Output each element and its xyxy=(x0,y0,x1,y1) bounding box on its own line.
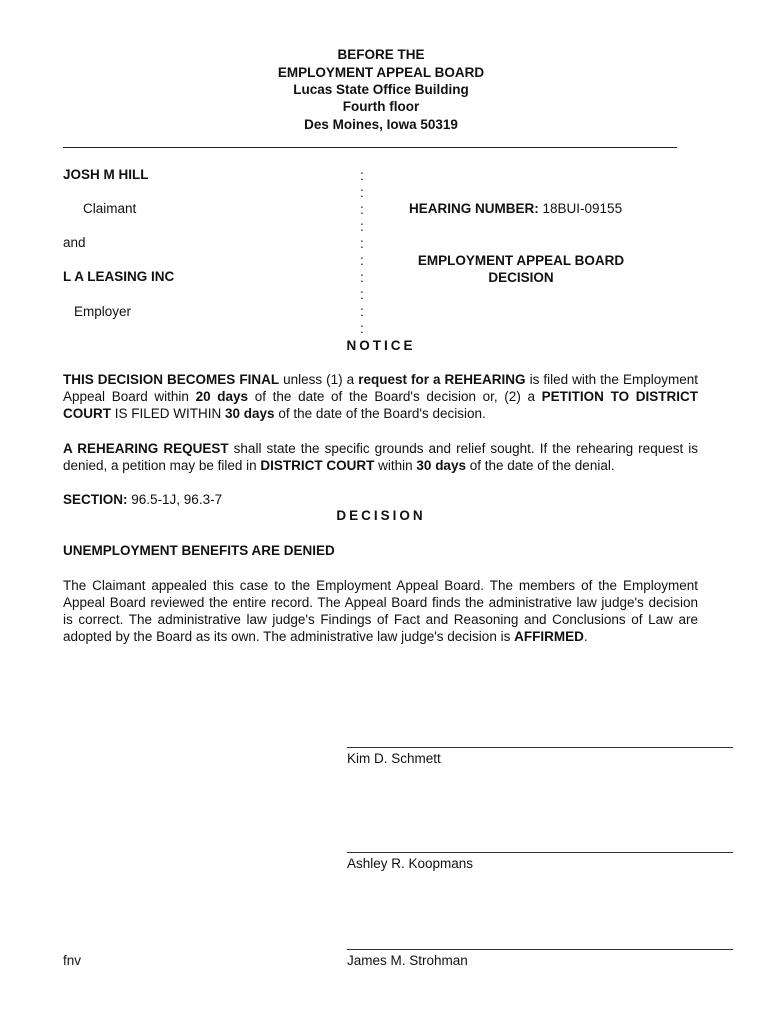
header-divider xyxy=(63,147,677,148)
notice-paragraph-2 xyxy=(63,440,698,474)
notice-text: of the date of the denial. xyxy=(465,458,615,473)
signature-name-2: Ashley R. Koopmans xyxy=(347,856,474,871)
board-header-line3: Lucas State Office Building xyxy=(293,82,469,97)
employer-name: L A LEASING INC xyxy=(63,269,175,284)
notice-heading: NOTICE xyxy=(346,338,416,353)
rehearing-request-heading: A REHEARING REQUEST xyxy=(63,441,229,456)
petition-term: PETITION TO DISTRICT COURT xyxy=(63,389,698,421)
caption-colon: : xyxy=(360,287,364,302)
section-line xyxy=(63,491,222,508)
thirty-days-term: 30 days xyxy=(225,406,275,421)
signature-name-3: James M. Strohman xyxy=(347,953,468,968)
notice-text: IS FILED WITHIN xyxy=(111,406,226,421)
thirty-days-term: 30 days xyxy=(416,458,466,473)
caption-colon: : xyxy=(360,202,364,217)
notice-text: of the date of the Board's decision or, (2) a xyxy=(248,389,542,404)
signature-line-3 xyxy=(347,949,733,950)
notice-paragraph-1 xyxy=(63,371,698,422)
caption-colon: : xyxy=(360,236,364,251)
board-header-line5: Des Moines, Iowa 50319 xyxy=(304,117,458,132)
board-header-line1: BEFORE THE xyxy=(337,47,425,62)
decision-subheading: UNEMPLOYMENT BENEFITS ARE DENIED xyxy=(63,543,335,558)
claimant-role: Claimant xyxy=(83,201,137,216)
board-header-line2: EMPLOYMENT APPEAL BOARD xyxy=(277,65,485,80)
notice-text: shall state the specific grounds and relief sought. If the rehearing request is denied, a petition may be filed in xyxy=(63,441,699,473)
decision-title-line1: EMPLOYMENT APPEAL BOARD xyxy=(417,253,625,268)
notice-text: unless (1) a xyxy=(279,372,359,387)
hearing-number-line xyxy=(409,201,622,216)
decision-text: The Claimant appealed this case to the Employment Appeal Board. The members of the Employment Appeal Board reviewed the entire record. The Appeal Board finds the administrative law judge's decision is correct. The administrative law judge's Findings of Fact and Reasoning and Conclusions of Law are adopted by the Board as its own. The administrative law judge's decision is xyxy=(63,578,698,644)
caption-colon: : xyxy=(360,168,364,183)
final-clause: THIS DECISION BECOMES FINAL xyxy=(63,372,280,387)
section-label: SECTION: xyxy=(63,492,128,507)
hearing-number-value: 18BUI-09155 xyxy=(542,201,623,216)
rehearing-request-term: request for a REHEARING xyxy=(358,372,526,387)
hearing-number-label: HEARING NUMBER: xyxy=(409,201,539,216)
decision-period: . xyxy=(583,629,588,644)
signature-line-1 xyxy=(347,747,733,748)
caption-colon: : xyxy=(360,304,364,319)
twenty-days-term: 20 days xyxy=(195,389,249,404)
caption-colon: : xyxy=(360,219,364,234)
caption-colon: : xyxy=(360,185,364,200)
notice-text: is filed with the Employment Appeal Board within xyxy=(63,372,698,404)
typist-initials: fnv xyxy=(63,953,82,968)
signature-name-1: Kim D. Schmett xyxy=(347,751,441,766)
caption-colon: : xyxy=(360,253,364,268)
notice-text: within xyxy=(374,458,417,473)
caption-colon: : xyxy=(360,270,364,285)
caption-colon: : xyxy=(360,321,364,336)
employer-role: Employer xyxy=(74,304,132,319)
district-court-term: DISTRICT COURT xyxy=(260,458,375,473)
notice-text: of the date of the Board's decision. xyxy=(274,406,486,421)
decision-heading: DECISION xyxy=(336,508,426,523)
affirmed-term: AFFIRMED xyxy=(514,629,584,644)
signature-line-2 xyxy=(347,852,733,853)
decision-body xyxy=(63,577,698,645)
section-value: 96.5-1J, 96.3-7 xyxy=(127,492,223,507)
decision-title-line2: DECISION xyxy=(488,270,554,285)
claimant-name: JOSH M HILL xyxy=(63,167,149,182)
and-text: and xyxy=(63,235,86,250)
board-header-line4: Fourth floor xyxy=(342,99,420,114)
